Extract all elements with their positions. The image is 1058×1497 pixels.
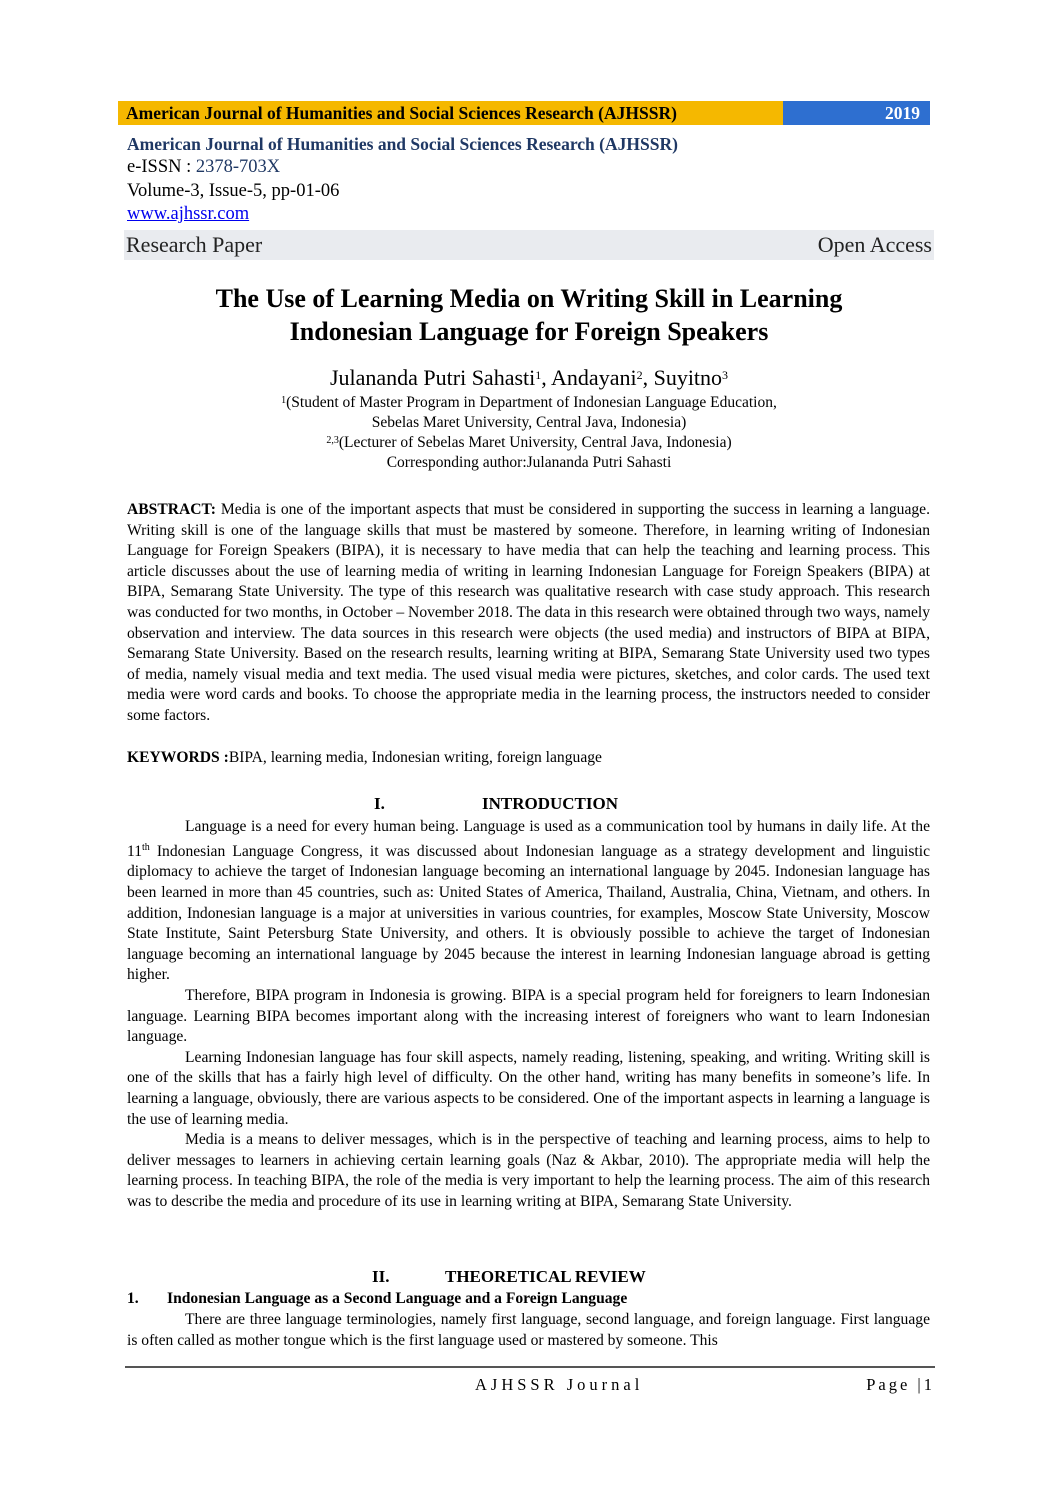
- abstract: [127, 500, 930, 727]
- author-name: Andayani: [551, 365, 637, 390]
- affiliation-text: (Lecturer of Sebelas Maret University, Central Java, Indonesia): [338, 434, 732, 451]
- section-title: INTRODUCTION: [482, 794, 619, 813]
- affiliations: [120, 393, 938, 473]
- paragraph-text: Language is a need for every human being. Language is used as a communication tool by humans in daily life. At the 11: [127, 818, 930, 860]
- abstract-label: ABSTRACT:: [127, 501, 216, 518]
- author-list: [120, 364, 938, 392]
- journal-info: [127, 133, 927, 225]
- affiliation-mark: 1: [281, 395, 287, 406]
- paper-title-line-1: The Use of Learning Media on Writing Skill in Learning: [215, 284, 843, 313]
- issn-label: e-ISSN :: [127, 157, 196, 177]
- issn-value: 2378-703X: [195, 157, 281, 177]
- abstract-text: Media is one of the important aspects that must be considered in supporting the success in learning a language. Writing skill is one of the language skills that must be mastered by someone. Therefore, in learning writing of Indonesian Language for Foreign Speakers (BIPA), it is necessary to have media that can help the teaching and learning process. This article discusses about the use of learning media of writing in learning Indonesian Language for Foreign Speakers (BIPA) at BIPA, Semarang State University. The type of this research was qualitative research with case study approach. This research was conducted for two months, in October – November 2018. The data in this research were obtained through two ways, namely observation and interview. The data sources in this research were objects (the used media) and instructors of BIPA at BIPA, Semarang State University. Based on the research results, learning writing at BIPA, Semarang State University used two types of media, namely visual media and text media. The used visual media were pictures, sketches, and color cards. The used text media were word cards and books. To choose the appropriate media in the learning process, the instructors needed to consider some factors.: [127, 501, 931, 724]
- paragraph: There are three language terminologies, namely first language, second language, and foreign language. First language is often called as mother tongue which is the first language used or mastered by someone. This: [127, 1311, 930, 1349]
- affiliation-mark: 2,3: [326, 435, 339, 446]
- header-year: 2019: [783, 101, 930, 125]
- journal-name: American Journal of Humanities and Social Sciences Research (AJHSSR): [127, 134, 678, 154]
- paper-type-label: Research Paper: [126, 232, 263, 257]
- open-access-label: Open Access: [817, 232, 932, 257]
- paper-title-line-2: Indonesian Language for Foreign Speakers: [289, 317, 769, 346]
- author-separator: ,: [642, 365, 654, 390]
- keywords-label: KEYWORDS :: [127, 749, 229, 766]
- paragraph: Media is a means to deliver messages, which is in the perspective of teaching and learning process, aims to help to deliver messages to learners in achieving certain learning goals (Naz & Akbar, 2010). The appropriate media will help the learning process. In teaching BIPA, the role of the media is very important to help the learning process. The aim of this research was to describe the media and procedure of its use in learning writing at BIPA, Semarang State University.: [127, 1131, 930, 1210]
- author-affiliation-mark: 3: [722, 368, 729, 382]
- author-affiliation-mark: 1: [535, 368, 542, 382]
- paragraph-text: Indonesian Language Congress, it was discussed about Indonesian language as a strategy development and linguistic diplomacy to achieve the target of Indonesian language becoming an international language by 2045. Indonesian language has been learned in more than 45 countries, such as: United States of America, Thailand, Australia, China, Vietnam, and others. In addition, Indonesian language is a major at universities in various countries, for examples, Moscow State University, Moscow State Institute, Saint Petersburg State University, and others. It is obviously possible to achieve the target of Indonesian language becoming an international language by 2045 because the interest in learning Indonesian language abroad is getting higher.: [127, 842, 930, 984]
- volume-info: Volume-3, Issue-5, pp-01-06: [127, 181, 340, 201]
- affiliation-1-cont: Sebelas Maret University, Central Java, Indonesia): [371, 414, 687, 431]
- paragraph: [127, 817, 930, 986]
- keywords-text: BIPA, learning media, Indonesian writing, foreign language: [228, 749, 602, 766]
- subsection-number: 1.: [127, 1290, 139, 1307]
- keywords: [127, 748, 930, 769]
- paper-type-bar: [124, 230, 934, 260]
- footer-journal: AJHSSR Journal: [475, 1375, 644, 1394]
- theoretical-review-body: [127, 1310, 930, 1351]
- subsection-title: Indonesian Language as a Second Language and a Foreign Language: [167, 1290, 628, 1307]
- author-affiliation-mark: 2: [636, 368, 643, 382]
- paragraph: Therefore, BIPA program in Indonesia is growing. BIPA is a special program held for foreigners to learn Indonesian language. Learning BIPA becomes important along with the increasing interest of foreigners who want to learn Indonesian language.: [127, 986, 930, 1046]
- section-number: I.: [374, 794, 385, 813]
- journal-header-band: [118, 101, 930, 125]
- section-number: II.: [372, 1267, 390, 1286]
- paragraph: Learning Indonesian language has four skill aspects, namely reading, listening, speaking, and writing. Writing skill is one of the skills that has a fairly high level of difficulty. On the other hand, writing has many benefits in someone’s life. In learning a language, obviously, there are various aspects to be considered. One of the important aspects in learning a language is the use of learning media.: [127, 1048, 930, 1128]
- header-journal-title: American Journal of Humanities and Social Sciences Research (AJHSSR): [118, 101, 783, 125]
- section-title: THEORETICAL REVIEW: [445, 1267, 646, 1286]
- paper-title: [120, 282, 938, 348]
- footer-page-number: Page |1: [866, 1375, 935, 1394]
- ordinal-suffix: th: [142, 841, 150, 853]
- author-name: Julananda Putri Sahasti: [329, 365, 536, 390]
- affiliation-2: [120, 433, 938, 453]
- affiliation-1: [120, 393, 938, 413]
- corresponding-author: Corresponding author:Julananda Putri Sahasti: [386, 454, 672, 471]
- introduction-body: [127, 817, 930, 1212]
- issn: [127, 155, 927, 179]
- journal-website-link[interactable]: www.ajhssr.com: [127, 204, 250, 224]
- affiliation-text: (Student of Master Program in Department of Indonesian Language Education,: [286, 394, 777, 411]
- author-separator: ,: [541, 365, 552, 390]
- author-name: Suyitno: [653, 365, 723, 390]
- footer-divider: [125, 1366, 935, 1368]
